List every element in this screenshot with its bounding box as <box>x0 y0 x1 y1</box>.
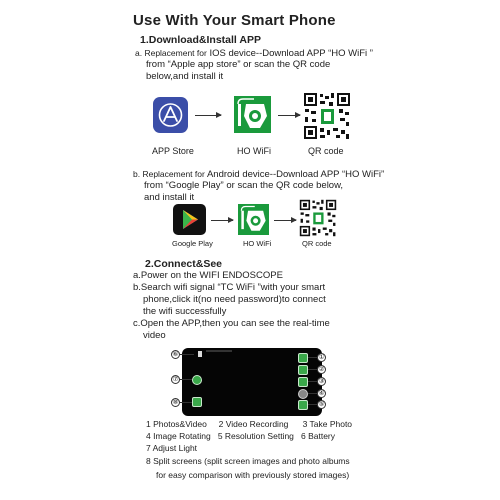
callout-2: ② <box>318 366 325 373</box>
callout-3: ③ <box>318 378 325 385</box>
legend-line: 1 Photos&Video 2 Video Recording 3 Take Photo <box>146 419 353 429</box>
ho-wifi-app-icon[interactable] <box>238 204 269 235</box>
google-play-caption: Google Play <box>172 239 213 248</box>
section-download-heading: 1.Download&Install APP <box>140 34 261 46</box>
qr-code-icon <box>299 199 337 237</box>
google-play-icon[interactable] <box>173 204 206 235</box>
image-rotate-button[interactable] <box>298 389 308 399</box>
legend-line: 8 Split screens (split screen images and photo albums <box>146 456 350 466</box>
android-instruction-line-1: b. Replacement for Android device--Download APP “HO WiFi” <box>133 169 385 180</box>
connect-step-a: a.Power on the WIFI ENDOSCOPE <box>133 270 283 281</box>
ios-instruction-line-1: a. Replacement for IOS device--Download APP “HO WiFi ” <box>135 48 373 59</box>
callout-4: ④ <box>318 390 325 397</box>
resolution-button[interactable] <box>298 400 308 410</box>
connect-step-c-cont: video <box>143 330 166 341</box>
connect-step-b-cont: the wifi successfully <box>143 306 227 317</box>
connect-step-c: c.Open the APP,then you can see the real-time <box>133 318 330 329</box>
app-store-icon[interactable] <box>153 97 188 133</box>
take-photo-button[interactable] <box>298 377 308 387</box>
callout-1: ① <box>318 354 325 361</box>
legend-line: 4 Image Rotating 5 Resolution Setting 6 Battery <box>146 431 335 441</box>
page-title: Use With Your Smart Phone <box>133 12 336 29</box>
ho-wifi-caption: HO WiFi <box>237 146 271 156</box>
callout-5: ⑤ <box>318 401 325 408</box>
qr-code-caption: QR code <box>308 146 344 156</box>
video-record-button[interactable] <box>298 365 308 375</box>
ios-instruction-line-2: from “Apple app store” or scan the QR code <box>146 59 331 70</box>
ho-wifi-caption: HO WiFi <box>243 239 272 248</box>
phone-screen <box>182 348 322 416</box>
section-connect-heading: 2.Connect&See <box>145 258 223 270</box>
connect-step-b-cont: phone,click it(no need password)to connect <box>143 294 326 305</box>
battery-icon <box>198 351 202 357</box>
arrow-icon <box>274 220 296 221</box>
callout-8: ⑧ <box>172 399 179 406</box>
legend-line: for easy comparison with previously stored images) <box>156 470 350 480</box>
callout-7: ⑦ <box>172 376 179 383</box>
qr-code-icon <box>303 92 351 140</box>
legend-line: 7 Adjust Light <box>146 443 198 453</box>
ios-instruction-line-3: below,and install it <box>146 71 224 82</box>
arrow-icon <box>211 220 233 221</box>
split-screen-button[interactable] <box>192 397 202 407</box>
photos-video-button[interactable] <box>298 353 308 363</box>
connect-step-b: b.Search wifi signal “TC WiFi ”with your smart <box>133 282 326 293</box>
arrow-icon <box>278 115 300 116</box>
android-instruction-line-2: from “Google Play” or scan the QR code below, <box>144 180 344 191</box>
qr-code-caption: QR code <box>302 239 332 248</box>
callout-6: ⑥ <box>172 351 179 358</box>
arrow-icon <box>195 115 221 116</box>
app-store-caption: APP Store <box>152 146 194 156</box>
android-instruction-line-3: and install it <box>144 192 195 203</box>
ho-wifi-app-icon[interactable] <box>234 96 271 133</box>
adjust-light-button[interactable] <box>192 375 202 385</box>
